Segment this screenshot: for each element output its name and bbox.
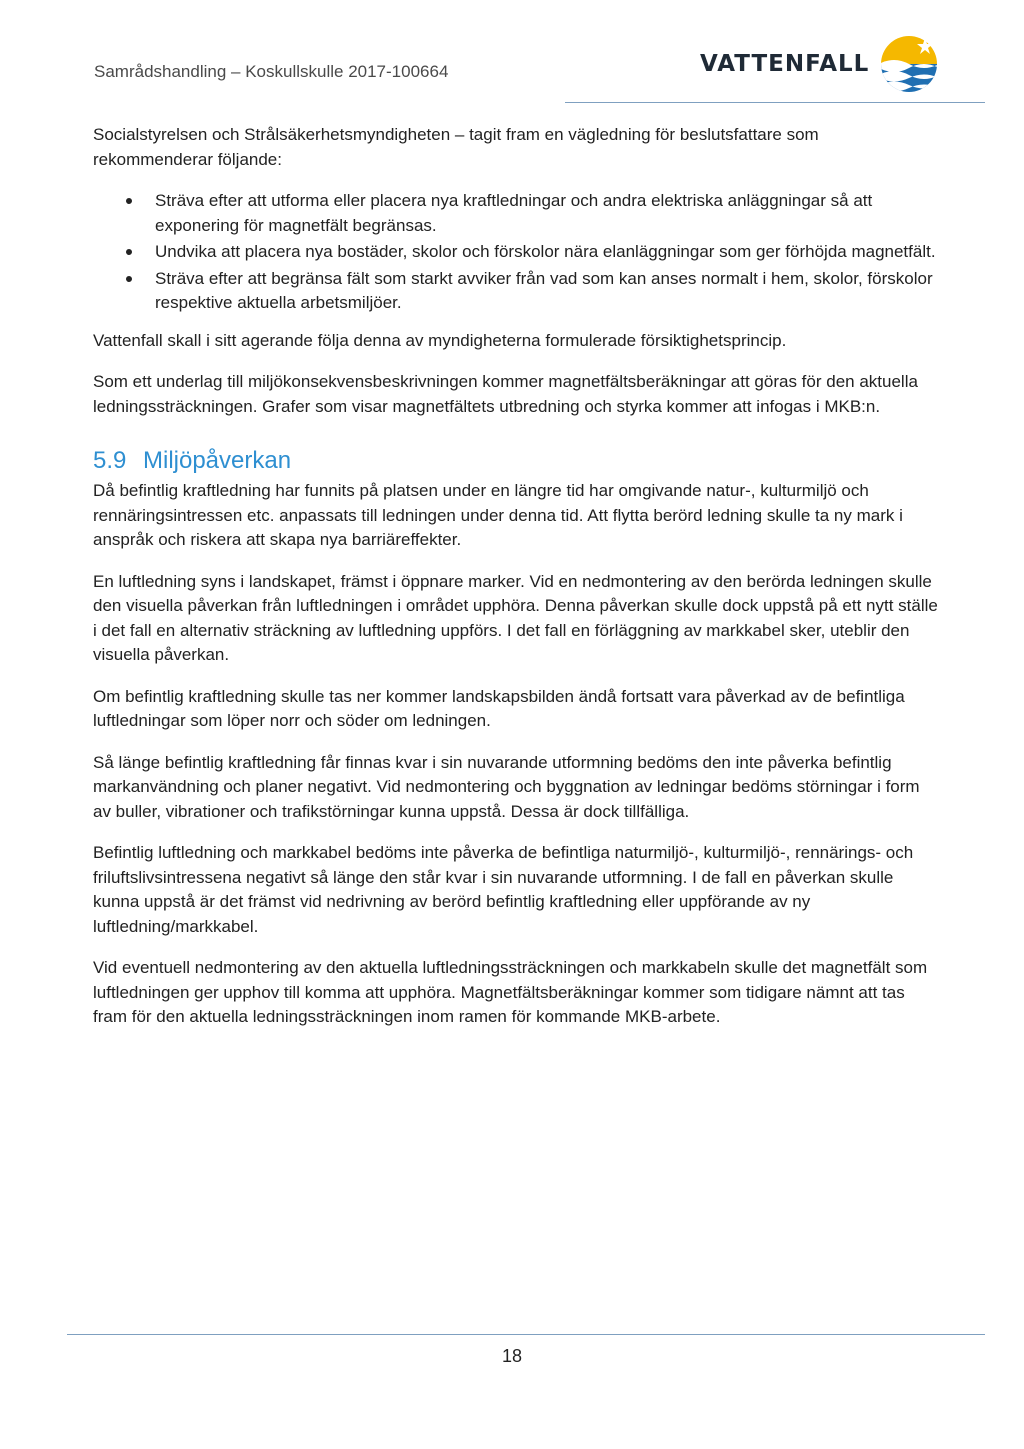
body-paragraph: Vattenfall skall i sitt agerande följa denna av myndigheterna formulerade försiktighetsprincip. <box>93 330 787 350</box>
recommendation-text: Sträva efter att begränsa fält som starkt avviker från vad som kan anses normalt i hem, skolor, förskolor respektive aktuella arbetsmiljöer. <box>155 268 933 312</box>
section-paragraph: En luftledning syns i landskapet, främst i öppnare marker. Vid en nedmontering av den berörda ledningen skulle den visuella påverkan från luftledningen i området upphöra. Denna påverkan skulle dock uppstå på ett nytt ställe i det fall en alternativ sträckning av luftledning uppförs. I det fall en förläggning av markkabel sker, uteblir den visuella påverkan. <box>93 571 938 664</box>
document-body <box>93 123 938 1047</box>
page-number: 18 <box>501 1346 523 1366</box>
section-paragraph: Så länge befintlig kraftledning får finnas kvar i sin nuvarande utformning bedöms den inte påverka befintlig markanvändning och planer negativt. Vid nedmontering och byggnation av ledningar bedöms störningar i form av buller, vibrationer och trafikstörningar kunna uppstå. Dessa är dock tillfälliga. <box>93 752 920 821</box>
brand-logo-group <box>700 34 939 94</box>
bullet-icon <box>126 276 132 282</box>
section-heading <box>93 446 938 476</box>
bullet-icon <box>126 249 132 255</box>
recommendation-text: Sträva efter att utforma eller placera nya kraftledningar och andra elektriska anläggningar så att exponering för magnetfält begränsas. <box>155 191 873 235</box>
bullet-icon <box>126 198 132 204</box>
body-paragraph: Som ett underlag till miljökonsekvensbeskrivningen kommer magnetfältsberäkningar att göras för den aktuella ledningssträckningen. Grafer som visar magnetfältets utbredning och styrka kommer att infogas i MKB:n. <box>93 372 918 416</box>
vattenfall-sun-wave-logo-icon <box>879 34 939 94</box>
section-paragraph: Befintlig luftledning och markkabel bedöms inte påverka de befintliga naturmiljö-, kulturmiljö-, rennärings- och friluftslivsintressena negativt så länge den står kvar i sin nuvarande utformning. I de fall en påverkan skulle kunna uppstå är det främst vid nedrivning av berörd befintlig kraftledning eller uppförande av ny luftledning/markkabel. <box>93 843 914 936</box>
section-paragraph: Då befintlig kraftledning har funnits på platsen under en längre tid har omgivande natur-, kulturmiljö och rennäringsintressen etc. anpassats till ledningen under denna tid. Att flytta berörd ledning skulle ta ny mark i anspråk och riskera att skapa nya barriäreffekter. <box>93 481 903 549</box>
header-divider <box>565 102 985 103</box>
footer-divider <box>67 1334 985 1335</box>
recommendation-text: Undvika att placera nya bostäder, skolor och förskolor nära elanläggningar som ger förhöjda magnetfält. <box>155 242 936 261</box>
brand-wordmark: VATTENFALL <box>700 51 870 77</box>
intro-paragraph: Socialstyrelsen och Strålsäkerhetsmyndigheten – tagit fram en vägledning för beslutsfattare som rekommenderar följande: <box>93 125 819 169</box>
section-paragraph: Om befintlig kraftledning skulle tas ner kommer landskapsbilden ändå fortsatt vara påverkad av de befintliga luftledningar som löper norr och söder om ledningen. <box>93 686 905 730</box>
document-header-title: Samrådshandling – Koskullskulle 2017-100664 <box>94 62 449 81</box>
section-paragraph: Vid eventuell nedmontering av den aktuella luftledningssträckningen och markkabeln skulle det magnetfält som luftledningen ger upphov till komma att upphöra. Magnetfältsberäkningar kommer som tidigare nämnt att tas fram för den aktuella ledningssträckningen inom ramen för kommande MKB-arbete. <box>93 958 928 1026</box>
recommendation-item <box>155 240 938 265</box>
recommendation-item <box>155 189 938 238</box>
section-number: 5.9 <box>93 447 127 474</box>
recommendation-list <box>93 189 938 316</box>
recommendation-item <box>155 267 938 316</box>
section-title: Miljöpåverkan <box>143 447 292 474</box>
